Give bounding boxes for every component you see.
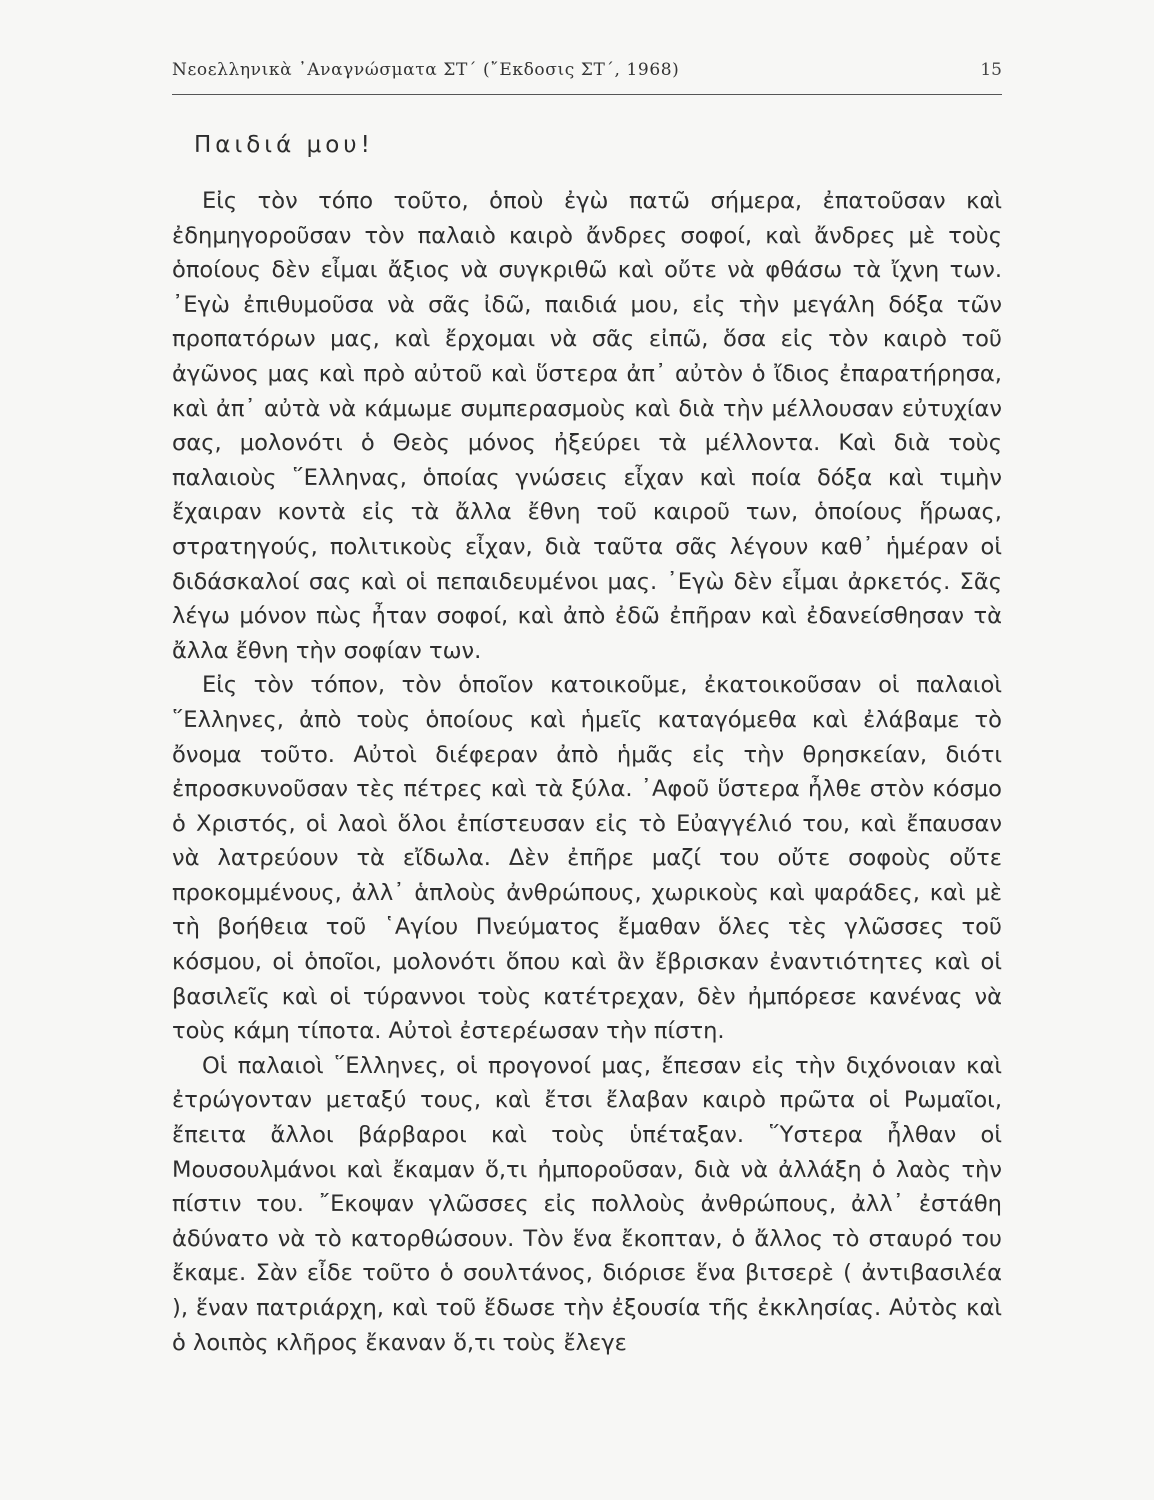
paragraph: Εἰς τὸν τόπον, τὸν ὁποῖον κατοικοῦμε, ἐκατοικοῦσαν οἱ παλαιοὶ ῞Ελληνες, ἀπὸ τοὺς ὁποίους καὶ ἡμεῖς καταγόμεθα καὶ ἐλάβαμε τὸ ὄνομα τοῦτο. Αὐτοὶ διέφεραν ἀπὸ ἡμᾶς εἰς τὴν θρησκείαν, διότι ἐπροσκυνοῦσαν τὲς πέτρες καὶ τὰ ξύλα. ᾿Αφοῦ ὕστερα ἦλθε στὸν κόσμο ὁ Χριστός, οἱ λαοὶ ὅλοι ἐπίστευσαν εἰς τὸ Εὐαγγέλιό του, καὶ ἔπαυσαν νὰ λατρεύουν τὰ εἴδωλα. Δὲν ἐπῆρε μαζί του οὔτε σοφοὺς οὔτε προκομμένους, ἀλλ᾿ ἁπλοὺς ἀνθρώπους, χωρικοὺς καὶ ψαράδες, καὶ μὲ τὴ βοήθεια τοῦ ῾Αγίου Πνεύματος ἔμαθαν ὅλες τὲς γλῶσσες τοῦ κόσμου, οἱ ὁποῖοι, μολονότι ὅπου καὶ ἂν ἔβρισκαν ἐναντιότητες καὶ οἱ βασιλεῖς καὶ οἱ τύραννοι τοὺς κατέτρεχαν, δὲν ἠμπόρεσε κανένας νὰ τοὺς κάμη τίποτα. Αὐτοὶ ἐστερέωσαν τὴν πίστη. — [172, 672, 1002, 1045]
paragraph: Εἰς τὸν τόπο τοῦτο, ὁποὺ ἐγὼ πατῶ σήμερα, ἐπατοῦσαν καὶ ἐδημηγοροῦσαν τὸν παλαιὸ καιρὸ ἄνδρες σοφοί, καὶ ἄνδρες μὲ τοὺς ὁποίους δὲν εἶμαι ἄξιος νὰ συγκριθῶ καὶ οὔτε νὰ φθάσω τὰ ἴχνη των. ᾿Εγὼ ἐπιθυμοῦσα νὰ σᾶς ἰδῶ, παιδιά μου, εἰς τὴν μεγάλη δόξα τῶν προπατόρων μας, καὶ ἔρχομαι νὰ σᾶς εἰπῶ, ὅσα εἰς τὸν καιρὸ τοῦ ἀγῶνος μας καὶ πρὸ αὐτοῦ καὶ ὕστερα ἀπ᾿ αὐτὸν ὁ ἴδιος ἐπαρατήρησα, καὶ ἀπ᾿ αὐτὰ νὰ κάμωμε συμπερασμοὺς καὶ διὰ τὴν μέλλουσαν εὐτυχίαν σας, μολονότι ὁ Θεὸς μόνος ἠξεύρει τὰ μέλλοντα. Καὶ διὰ τοὺς παλαιοὺς ῞Ελληνας, ὁποίας γνώσεις εἶχαν καὶ ποία δόξα καὶ τιμὴν ἔχαιραν κοντὰ εἰς τὰ ἄλλα ἔθνη τοῦ καιροῦ των, ὁποίους ἥρωας, στρατηγούς, πολιτικοὺς εἶχαν, διὰ ταῦτα σᾶς λέγουν καθ᾿ ἡμέραν οἱ διδάσκαλοί σας καὶ οἱ πεπαιδευμένοι μας. ᾿Εγὼ δὲν εἶμαι ἀρκετός. Σᾶς λέγω μόνον πὼς ἦταν σοφοί, καὶ ἀπὸ ἐδῶ ἐπῆραν καὶ ἐδανείσθησαν τὰ ἄλλα ἔθνη τὴν σοφίαν των. — [172, 188, 1002, 664]
page-number: 15 — [980, 60, 1002, 80]
paragraph: Οἱ παλαιοὶ ῞Ελληνες, οἱ προγονοί μας, ἔπεσαν εἰς τὴν διχόνοιαν καὶ ἐτρώγονταν μεταξύ τους, καὶ ἔτσι ἔλαβαν καιρὸ πρῶτα οἱ Ρωμαῖοι, ἔπειτα ἄλλοι βάρβαροι καὶ τοὺς ὑπέταξαν. ῞Υστερα ἦλθαν οἱ Μουσουλμάνοι καὶ ἔκαμαν ὅ,τι ἠμποροῦσαν, διὰ νὰ ἀλλάξη ὁ λαὸς τὴν πίστιν του. ῎Εκοψαν γλῶσσες εἰς πολλοὺς ἀνθρώπους, ἀλλ᾿ ἐστάθη ἀδύνατο νὰ τὸ κατορθώσουν. Τὸν ἕνα ἔκοπταν, ὁ ἄλλος τὸ σταυρό του ἔκαμε. Σὰν εἶδε τοῦτο ὁ σουλτάνος, διόρισε ἕνα βιτσερὲ ( ἀντιβασιλέα ), ἕναν πατριάρχη, καὶ τοῦ ἔδωσε τὴν ἐξουσία τῆς ἐκκλησίας. Αὐτὸς καὶ ὁ λοιπὸς κλῆρος ἔκαναν ὅ,τι τοὺς ἔλεγε — [172, 1052, 1002, 1356]
header-rule — [172, 94, 1002, 95]
salutation: Παιδιά μου! — [194, 132, 374, 158]
running-header — [172, 52, 1002, 92]
header-title: Νεοελληνικὰ ᾿Αναγνώσματα ΣΤ΄ (῎Εκδοσις ΣΤ΄, 1968) — [172, 60, 680, 80]
body-text — [172, 122, 1002, 1360]
